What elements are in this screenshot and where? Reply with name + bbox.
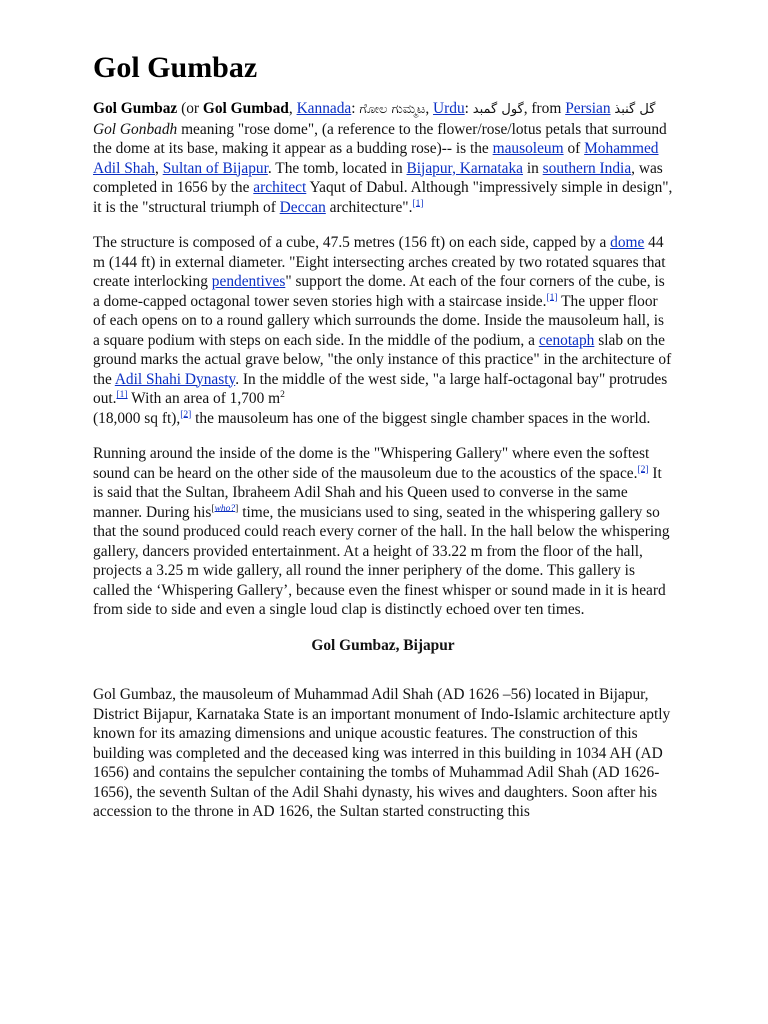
urdu-script: گول گمبد bbox=[472, 102, 524, 117]
footnote-ref[interactable]: [2] bbox=[637, 464, 649, 475]
link-kannada[interactable]: Kannada bbox=[296, 100, 352, 117]
link-pendentives[interactable]: pendentives bbox=[211, 273, 286, 290]
article-name: Gol Gumbaz bbox=[93, 100, 178, 117]
link-urdu[interactable]: Urdu bbox=[433, 100, 465, 117]
link-who[interactable]: who? bbox=[214, 503, 236, 514]
link-architect[interactable]: architect bbox=[253, 179, 307, 196]
persian-script: گل گنبذ bbox=[614, 102, 656, 117]
link-bijapur-karnataka[interactable]: Bijapur, Karnataka bbox=[406, 159, 523, 177]
link-adil-shahi-dynasty[interactable]: Adil Shahi Dynasty bbox=[114, 370, 236, 388]
link-mohammed-adil-shah[interactable]: Mohammed Adil Shah bbox=[93, 140, 659, 177]
alternate-name: Gol Gumbad bbox=[202, 100, 289, 117]
link-sultan-of-bijapur[interactable]: Sultan of Bijapur bbox=[162, 159, 268, 177]
whispering-gallery-paragraph: Running around the inside of the dome is the "Whispering Gallery" where even the softest sound can be heard on the other side of the mausoleum due to the acoustics of the space.[2] It is said that the Sultan, Ibraheem Adil Shah and his Queen used to converse in the same manner. During his[who?] time, the musicians used to sing, seated in the whispering gallery so that the sound produced could reach every corner of the hall. In the hall below the whispering gallery, dancers provided entertainment. At a height of 33.22 m from the floor of the hall, projects a 3.25 m wide gallery, all round the inner periphery of the dome. This gallery is called the ‘Whispering Gallery’, because even the finest whisper or sound made in it is heard from side to side and even a single loud clap is distinctly echoed over ten times. bbox=[93, 445, 670, 618]
document-page bbox=[93, 50, 673, 838]
intro-paragraph: Gol Gumbaz (or Gol Gumbad, Kannada: ಗೋಲ ಗುಮ್ಮಟ, Urdu: گول گمبد, from Persian گل گنبذ Gol Gonbadh meaning "rose dome", (a reference to the flower/rose/lotus petals that surround the dome at its base, making it appear as a budding rose)-- is the mausoleum of Mohammed Adil Shah, Sultan of Bijapur. The tomb, located in Bijapur, Karnataka in southern India, was completed in 1656 by the architect Yaqut of Dabul. Although "impressively simple in design", it is the "structural triumph of Deccan architecture".[1] bbox=[93, 100, 673, 216]
section-subheading: Gol Gumbaz, Bijapur bbox=[311, 636, 455, 654]
link-southern-india[interactable]: southern India bbox=[542, 159, 632, 177]
footnote-ref[interactable]: [1] bbox=[412, 198, 424, 209]
link-cenotaph[interactable]: cenotaph bbox=[538, 331, 595, 349]
link-persian[interactable]: Persian bbox=[565, 100, 611, 117]
link-deccan[interactable]: Deccan bbox=[279, 198, 326, 216]
citation-needed: [who?] bbox=[211, 503, 239, 514]
persian-name: Gol Gonbadh bbox=[93, 120, 178, 138]
page-title: Gol Gumbaz bbox=[93, 51, 258, 84]
footnote-ref[interactable]: [2] bbox=[180, 409, 192, 420]
superscript-2: 2 bbox=[280, 389, 285, 400]
kannada-script: ಗೋಲ ಗುಮ್ಮಟ bbox=[359, 102, 426, 117]
link-dome[interactable]: dome bbox=[610, 234, 645, 251]
structure-paragraph: The structure is composed of a cube, 47.5 metres (156 ft) on each side, capped by a dome 44 m (144 ft) in external diameter. "Eight intersecting arches created by two rotated squares that create interlocking pendentives" support the dome. At each of the four corners of the cube, is a dome-capped octagonal tower seven stories high with a staircase inside.[1] The upper floor of each opens on to a round gallery which surrounds the dome. Inside the mausoleum hall, is a square podium with steps on each side. In the middle of the podium, a cenotaph slab on the ground marks the actual grave below, "the only instance of this practice" in the architecture of the Adil Shahi Dynasty. In the middle of the west side, "a large half-octagonal bay" protrudes out.[1] With an area of 1,700 $m^2$ (18,000 sq ft),[2] the mausoleum has one of the biggest single chamber spaces in the world. bbox=[93, 234, 672, 427]
link-mausoleum[interactable]: mausoleum bbox=[492, 140, 564, 157]
footnote-ref[interactable]: [1] bbox=[546, 292, 558, 303]
history-paragraph: Gol Gumbaz, the mausoleum of Muhammad Adil Shah (AD 1626 –56) located in Bijapur, District Bijapur, Karnataka State is an important monument of Indo-Islamic architecture aptly known for its amazing dimensions and unique acoustic features. The construction of this building was completed and the deceased king was interred in this building in 1034 AH (AD 1656) and contains the sepulcher containing the tombs of Muhammad Adil Shah (AD 1626-1656), the seventh Sultan of the Adil Shahi dynasty, his wives and daughters. Soon after his accession to the throne in AD 1626, the Sultan started constructing this bbox=[93, 686, 671, 820]
footnote-ref[interactable]: [1] bbox=[116, 389, 128, 400]
